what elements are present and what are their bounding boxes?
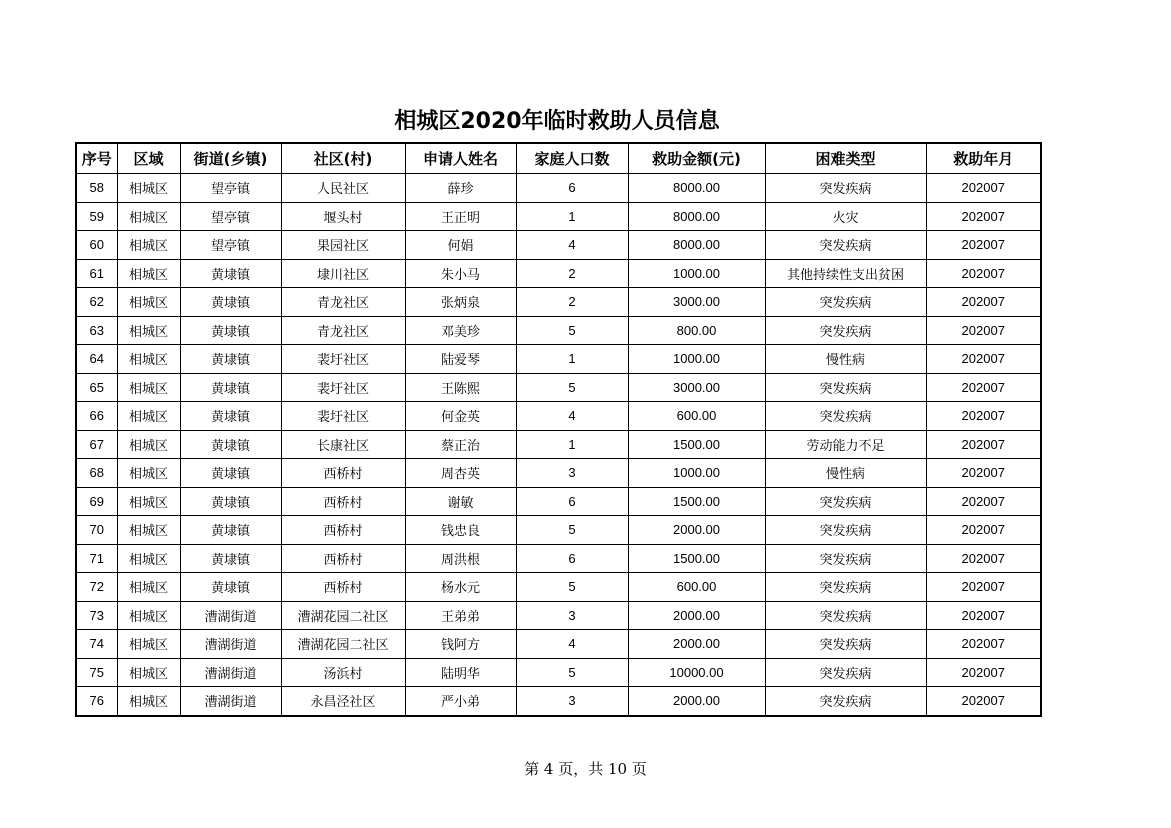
cell-community: 西桥村 bbox=[281, 516, 405, 545]
table-row bbox=[76, 459, 1041, 488]
cell-amount: 600.00 bbox=[628, 573, 765, 602]
cell-street: 黄埭镇 bbox=[180, 516, 281, 545]
cell-household-size: 2 bbox=[516, 288, 628, 317]
cell-applicant-name: 杨水元 bbox=[405, 573, 516, 602]
cell-amount: 2000.00 bbox=[628, 687, 765, 716]
cell-household-size: 5 bbox=[516, 516, 628, 545]
cell-hardship-type: 突发疾病 bbox=[765, 373, 926, 402]
cell-district: 相城区 bbox=[117, 202, 180, 231]
cell-seq: 75 bbox=[76, 658, 117, 687]
cell-community: 永昌泾社区 bbox=[281, 687, 405, 716]
cell-amount: 10000.00 bbox=[628, 658, 765, 687]
table-body bbox=[76, 174, 1041, 716]
cell-applicant-name: 薛珍 bbox=[405, 174, 516, 203]
table-row bbox=[76, 202, 1041, 231]
cell-relief-month: 202007 bbox=[926, 402, 1041, 431]
cell-seq: 58 bbox=[76, 174, 117, 203]
column-header-household-size: 家庭人口数 bbox=[516, 143, 628, 174]
cell-relief-month: 202007 bbox=[926, 373, 1041, 402]
cell-seq: 63 bbox=[76, 316, 117, 345]
cell-seq: 59 bbox=[76, 202, 117, 231]
cell-amount: 2000.00 bbox=[628, 601, 765, 630]
cell-household-size: 1 bbox=[516, 430, 628, 459]
cell-street: 黄埭镇 bbox=[180, 459, 281, 488]
cell-community: 裴圩社区 bbox=[281, 402, 405, 431]
table-row bbox=[76, 345, 1041, 374]
cell-street: 望亭镇 bbox=[180, 202, 281, 231]
cell-relief-month: 202007 bbox=[926, 430, 1041, 459]
cell-hardship-type: 突发疾病 bbox=[765, 487, 926, 516]
column-header-relief-month: 救助年月 bbox=[926, 143, 1041, 174]
cell-applicant-name: 蔡正治 bbox=[405, 430, 516, 459]
cell-seq: 72 bbox=[76, 573, 117, 602]
cell-amount: 8000.00 bbox=[628, 202, 765, 231]
cell-street: 望亭镇 bbox=[180, 174, 281, 203]
table-row bbox=[76, 544, 1041, 573]
cell-applicant-name: 朱小马 bbox=[405, 259, 516, 288]
cell-amount: 1000.00 bbox=[628, 459, 765, 488]
cell-relief-month: 202007 bbox=[926, 316, 1041, 345]
table-row bbox=[76, 174, 1041, 203]
cell-hardship-type: 其他持续性支出贫困 bbox=[765, 259, 926, 288]
cell-street: 漕湖街道 bbox=[180, 601, 281, 630]
cell-household-size: 4 bbox=[516, 402, 628, 431]
cell-hardship-type: 突发疾病 bbox=[765, 174, 926, 203]
cell-seq: 65 bbox=[76, 373, 117, 402]
cell-amount: 2000.00 bbox=[628, 630, 765, 659]
cell-street: 黄埭镇 bbox=[180, 573, 281, 602]
cell-seq: 61 bbox=[76, 259, 117, 288]
cell-seq: 73 bbox=[76, 601, 117, 630]
column-header-street: 街道(乡镇) bbox=[180, 143, 281, 174]
cell-applicant-name: 邓美珍 bbox=[405, 316, 516, 345]
column-header-hardship-type: 困难类型 bbox=[765, 143, 926, 174]
cell-street: 黄埭镇 bbox=[180, 345, 281, 374]
cell-relief-month: 202007 bbox=[926, 345, 1041, 374]
cell-hardship-type: 突发疾病 bbox=[765, 316, 926, 345]
cell-street: 黄埭镇 bbox=[180, 544, 281, 573]
cell-hardship-type: 突发疾病 bbox=[765, 231, 926, 260]
cell-district: 相城区 bbox=[117, 430, 180, 459]
cell-applicant-name: 钱阿方 bbox=[405, 630, 516, 659]
cell-hardship-type: 火灾 bbox=[765, 202, 926, 231]
cell-applicant-name: 陆爱琴 bbox=[405, 345, 516, 374]
cell-relief-month: 202007 bbox=[926, 288, 1041, 317]
cell-community: 汤浜村 bbox=[281, 658, 405, 687]
cell-street: 黄埭镇 bbox=[180, 402, 281, 431]
cell-community: 裴圩社区 bbox=[281, 345, 405, 374]
cell-household-size: 5 bbox=[516, 316, 628, 345]
cell-district: 相城区 bbox=[117, 544, 180, 573]
cell-seq: 76 bbox=[76, 687, 117, 716]
cell-household-size: 2 bbox=[516, 259, 628, 288]
cell-household-size: 4 bbox=[516, 231, 628, 260]
cell-applicant-name: 王陈熙 bbox=[405, 373, 516, 402]
cell-relief-month: 202007 bbox=[926, 202, 1041, 231]
cell-relief-month: 202007 bbox=[926, 231, 1041, 260]
cell-community: 西桥村 bbox=[281, 487, 405, 516]
cell-household-size: 6 bbox=[516, 487, 628, 516]
cell-hardship-type: 突发疾病 bbox=[765, 288, 926, 317]
cell-hardship-type: 慢性病 bbox=[765, 459, 926, 488]
cell-seq: 69 bbox=[76, 487, 117, 516]
cell-district: 相城区 bbox=[117, 259, 180, 288]
cell-seq: 64 bbox=[76, 345, 117, 374]
cell-community: 埭川社区 bbox=[281, 259, 405, 288]
cell-community: 漕湖花园二社区 bbox=[281, 601, 405, 630]
cell-seq: 71 bbox=[76, 544, 117, 573]
cell-amount: 800.00 bbox=[628, 316, 765, 345]
table-row bbox=[76, 430, 1041, 459]
table-row bbox=[76, 259, 1041, 288]
column-header-amount: 救助金额(元) bbox=[628, 143, 765, 174]
cell-relief-month: 202007 bbox=[926, 459, 1041, 488]
column-header-district: 区域 bbox=[117, 143, 180, 174]
cell-community: 人民社区 bbox=[281, 174, 405, 203]
cell-district: 相城区 bbox=[117, 630, 180, 659]
cell-household-size: 6 bbox=[516, 544, 628, 573]
cell-amount: 8000.00 bbox=[628, 231, 765, 260]
table-row bbox=[76, 601, 1041, 630]
cell-applicant-name: 陆明华 bbox=[405, 658, 516, 687]
cell-amount: 3000.00 bbox=[628, 288, 765, 317]
table-header-row bbox=[76, 143, 1041, 174]
cell-household-size: 4 bbox=[516, 630, 628, 659]
cell-community: 堰头村 bbox=[281, 202, 405, 231]
table-row bbox=[76, 573, 1041, 602]
cell-applicant-name: 严小弟 bbox=[405, 687, 516, 716]
cell-hardship-type: 突发疾病 bbox=[765, 630, 926, 659]
cell-applicant-name: 周杏英 bbox=[405, 459, 516, 488]
page-title: 相城区2020年临时救助人员信息 bbox=[394, 109, 720, 134]
cell-amount: 1500.00 bbox=[628, 430, 765, 459]
cell-hardship-type: 突发疾病 bbox=[765, 516, 926, 545]
cell-applicant-name: 周洪根 bbox=[405, 544, 516, 573]
cell-district: 相城区 bbox=[117, 516, 180, 545]
cell-street: 黄埭镇 bbox=[180, 430, 281, 459]
table-row bbox=[76, 373, 1041, 402]
cell-relief-month: 202007 bbox=[926, 174, 1041, 203]
cell-applicant-name: 何金英 bbox=[405, 402, 516, 431]
cell-applicant-name: 王弟弟 bbox=[405, 601, 516, 630]
cell-street: 黄埭镇 bbox=[180, 316, 281, 345]
cell-hardship-type: 慢性病 bbox=[765, 345, 926, 374]
table-row bbox=[76, 516, 1041, 545]
table-row bbox=[76, 288, 1041, 317]
cell-community: 裴圩社区 bbox=[281, 373, 405, 402]
cell-applicant-name: 何娟 bbox=[405, 231, 516, 260]
cell-hardship-type: 突发疾病 bbox=[765, 544, 926, 573]
cell-relief-month: 202007 bbox=[926, 487, 1041, 516]
table-row bbox=[76, 487, 1041, 516]
cell-amount: 8000.00 bbox=[628, 174, 765, 203]
cell-seq: 70 bbox=[76, 516, 117, 545]
cell-household-size: 1 bbox=[516, 202, 628, 231]
relief-table bbox=[75, 142, 1042, 717]
cell-household-size: 1 bbox=[516, 345, 628, 374]
cell-community: 青龙社区 bbox=[281, 316, 405, 345]
cell-relief-month: 202007 bbox=[926, 544, 1041, 573]
cell-hardship-type: 突发疾病 bbox=[765, 687, 926, 716]
page-number-label: 第 4 页，共 10 页 bbox=[524, 760, 647, 778]
table-row bbox=[76, 630, 1041, 659]
cell-district: 相城区 bbox=[117, 345, 180, 374]
cell-relief-month: 202007 bbox=[926, 630, 1041, 659]
cell-amount: 1500.00 bbox=[628, 544, 765, 573]
cell-community: 西桥村 bbox=[281, 544, 405, 573]
cell-district: 相城区 bbox=[117, 487, 180, 516]
table-row bbox=[76, 687, 1041, 716]
cell-seq: 74 bbox=[76, 630, 117, 659]
cell-street: 黄埭镇 bbox=[180, 487, 281, 516]
cell-relief-month: 202007 bbox=[926, 687, 1041, 716]
cell-relief-month: 202007 bbox=[926, 259, 1041, 288]
cell-district: 相城区 bbox=[117, 658, 180, 687]
cell-relief-month: 202007 bbox=[926, 658, 1041, 687]
table-row bbox=[76, 231, 1041, 260]
cell-street: 黄埭镇 bbox=[180, 373, 281, 402]
cell-community: 西桥村 bbox=[281, 573, 405, 602]
cell-applicant-name: 谢敏 bbox=[405, 487, 516, 516]
cell-street: 黄埭镇 bbox=[180, 259, 281, 288]
cell-household-size: 6 bbox=[516, 174, 628, 203]
cell-street: 漕湖街道 bbox=[180, 687, 281, 716]
cell-household-size: 3 bbox=[516, 601, 628, 630]
cell-district: 相城区 bbox=[117, 174, 180, 203]
cell-street: 漕湖街道 bbox=[180, 630, 281, 659]
cell-street: 黄埭镇 bbox=[180, 288, 281, 317]
cell-amount: 3000.00 bbox=[628, 373, 765, 402]
cell-amount: 1000.00 bbox=[628, 259, 765, 288]
column-header-seq: 序号 bbox=[76, 143, 117, 174]
cell-community: 漕湖花园二社区 bbox=[281, 630, 405, 659]
cell-district: 相城区 bbox=[117, 459, 180, 488]
cell-household-size: 3 bbox=[516, 687, 628, 716]
table-row bbox=[76, 316, 1041, 345]
cell-seq: 68 bbox=[76, 459, 117, 488]
cell-community: 西桥村 bbox=[281, 459, 405, 488]
cell-district: 相城区 bbox=[117, 573, 180, 602]
cell-amount: 1500.00 bbox=[628, 487, 765, 516]
cell-district: 相城区 bbox=[117, 288, 180, 317]
cell-relief-month: 202007 bbox=[926, 573, 1041, 602]
cell-hardship-type: 突发疾病 bbox=[765, 601, 926, 630]
cell-seq: 66 bbox=[76, 402, 117, 431]
cell-community: 果园社区 bbox=[281, 231, 405, 260]
cell-community: 长康社区 bbox=[281, 430, 405, 459]
cell-amount: 1000.00 bbox=[628, 345, 765, 374]
cell-household-size: 5 bbox=[516, 573, 628, 602]
cell-relief-month: 202007 bbox=[926, 601, 1041, 630]
cell-applicant-name: 钱忠良 bbox=[405, 516, 516, 545]
cell-relief-month: 202007 bbox=[926, 516, 1041, 545]
table-row bbox=[76, 658, 1041, 687]
page-footer bbox=[0, 758, 1171, 779]
cell-community: 青龙社区 bbox=[281, 288, 405, 317]
cell-district: 相城区 bbox=[117, 316, 180, 345]
cell-district: 相城区 bbox=[117, 601, 180, 630]
cell-household-size: 5 bbox=[516, 658, 628, 687]
cell-hardship-type: 突发疾病 bbox=[765, 658, 926, 687]
cell-seq: 62 bbox=[76, 288, 117, 317]
cell-amount: 2000.00 bbox=[628, 516, 765, 545]
cell-seq: 60 bbox=[76, 231, 117, 260]
cell-seq: 67 bbox=[76, 430, 117, 459]
cell-street: 望亭镇 bbox=[180, 231, 281, 260]
cell-district: 相城区 bbox=[117, 373, 180, 402]
cell-street: 漕湖街道 bbox=[180, 658, 281, 687]
cell-district: 相城区 bbox=[117, 231, 180, 260]
cell-applicant-name: 王正明 bbox=[405, 202, 516, 231]
cell-district: 相城区 bbox=[117, 402, 180, 431]
cell-hardship-type: 突发疾病 bbox=[765, 573, 926, 602]
cell-hardship-type: 突发疾病 bbox=[765, 402, 926, 431]
cell-applicant-name: 张炳泉 bbox=[405, 288, 516, 317]
table-row bbox=[76, 402, 1041, 431]
cell-district: 相城区 bbox=[117, 687, 180, 716]
cell-hardship-type: 劳动能力不足 bbox=[765, 430, 926, 459]
column-header-applicant-name: 申请人姓名 bbox=[405, 143, 516, 174]
cell-amount: 600.00 bbox=[628, 402, 765, 431]
column-header-community: 社区(村) bbox=[281, 143, 405, 174]
cell-household-size: 5 bbox=[516, 373, 628, 402]
cell-household-size: 3 bbox=[516, 459, 628, 488]
